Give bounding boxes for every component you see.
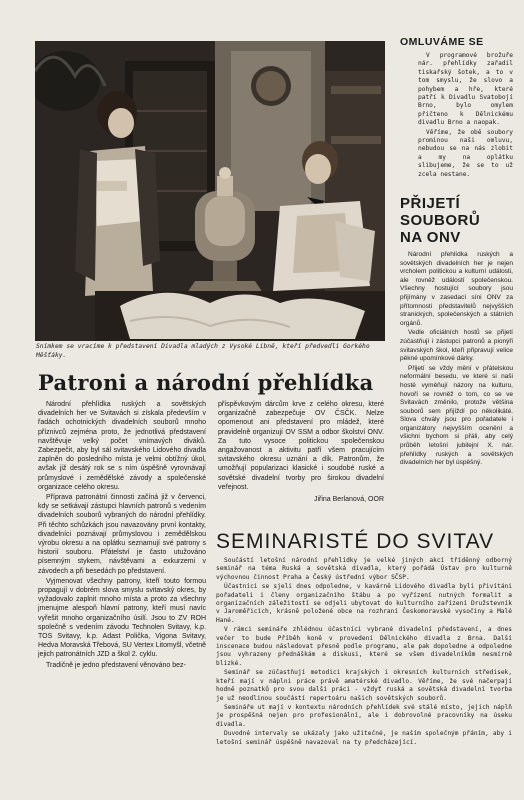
theatre-photo (35, 41, 385, 341)
prijeti-paragraph: Národní přehlídka ruských a sovětských divadelních her je nejen vrcholem politickou a kulturní události, ale rovněž událostí společenskou. Všechny hostující soubory jsou přijímány v zasedací síni ONV za přítomnosti představitelů nejvyšších stranických, společenských a státních orgánů. (400, 251, 513, 327)
seminar-paragraph: Semináře ut mají v kontextu národních přehlídek své stálé místo, jejich náplň je prospěšná nejen pro profesionální, ale i dobrovolné pracovníky na úseku divadla. (216, 703, 512, 728)
main-paragraph: Národní přehlídka ruských a sovětských divadelních her ve Svitavách si získala především v řadách ochotnických divadelních souborů mnoho příznivců zejména proto, že jednotlivá představení navštěvuje velký počet vnímavých diváků. Zabezpečit, aby byl sál svitavského Lidového divadla zaplněn do posledního místa je velmi obtížný úkol, avšak již desátý rok se s ním úspěšně vyrovnávají průmyslové i zemědělské závody a společenské organizace celého okresu. (38, 401, 206, 491)
seminar-paragraph: Duvodné intervaly se ukázaly jako užitečné, je naším společným přáním, aby i letošní seminář úspěšně navazoval na ty předcházející. (216, 730, 512, 746)
seminar-paragraph: Účastníci se sjeli dnes odpoledne, v kavárně Lidového divadla byli přivítáni pořadateli i členy organizačního štábu a po vyřízení nutných formalit a organizačních záležitostí se odjeli ubytovat do kulturního zařízení Družstevník v Jaroměřicích, krásně položené obce na rozhraní Českomoravské vysočiny a Malé Hané. (216, 583, 512, 624)
main-article-col1 (38, 400, 206, 671)
seminar-body (216, 557, 512, 748)
seminar-paragraph: Seminář se zúčastňují metodici krajských i okresních kulturních středisek, kteří mají v náplni práce právě amatérské divadlo. Věříme, že své načerpají hodně poznatků pro svou další práci - vždyť ruská a sovětská divadelní tvorba je už neodlinou součástí repertoáru našich sovětských souborů. (216, 669, 512, 702)
seminar-heading: SEMINARISTÉ DO SVITAV (216, 530, 495, 553)
prijeti-heading: PŘIJETÍ SOUBORŮ NA ONV (400, 195, 481, 246)
main-article-col2 (218, 400, 384, 504)
seminar-paragraph: V rámci semináře zhlédnou účastníci vybrané divadelní představení, a dnes večer to bude Příběh koně v provedení Dělnického divadla z Brna. Další inscenace budou následovat přesně podle programu, ale pak dopoledne a odpoledne jsou vyhrazeny přednáškám a diskusi, které se všem divadelníkům nesmírně blízké. (216, 626, 512, 667)
omluva-paragraph: Věříme, že obě soubory prominou naši omluvu, nebudou se na nás zlobit a my na oplátku slibujeme, že se to už zcela nestane. (418, 128, 513, 178)
main-paragraph: Vyjmenovat všechny patrony, kteří touto formou propagují v dobrém slova smyslu svitavský okres, by vyžadovalo zaplnit mnoho místa a proto za všechny jmenujme alespoň hlavní patrony, kteří musí navíc vyřešit mnoho organizačního úsilí. Jsou to ZV ROH společně s vedením závodu Technolen Svitavy, k.p. TOS Svitavy, k.p. Adast Polička, Vigona Svitavy, Hedva Moravská Třebová, SU Vertex Litomyšl, včetně jejich patronátních JZD a škol 2. cyklu. (38, 577, 206, 659)
omluva-body (418, 52, 513, 180)
main-paragraph: příspěvkovým dárcům krve z celého okresu, které organizačně zabezpečuje OV ČSČK. Nelze opomenout ani představení pro mládež, které pravidelně organizují OV SSM a odbor školství ONV. Za tuto vysoce politickou společenskou angažovanost a aktivitu patří všem pracujícím svitavského okresu uznání a dík. Patronům, že umožňují popularizaci klasické i soudobé ruské a sovětské divadelní tvorby pro širokou divadelní veřejnost. (218, 401, 384, 491)
theatre-scene-image (35, 41, 385, 341)
prijeti-body (400, 251, 513, 469)
omluva-heading: OMLUVÁME SE (400, 36, 484, 48)
main-paragraph: Tradičně je jedno představení věnováno bez- (46, 661, 186, 669)
prijeti-paragraph: Vedle oficiálních hostů se přijetí zúčastňují i zástupci patronů a pionýři svitavských škol, kteří připravují velice pěkné upomínkové dárky. (400, 329, 513, 363)
main-article-heading: Patroni a národní přehlídka (38, 370, 374, 395)
main-article-signature: Jiřina Berlanová, OOR (313, 496, 384, 504)
seminar-paragraph: Součástí letošní národní přehlídky je velké jiných akcí tříděnný odborný seminář na téma Ruská a sovětská divadla, který pořádá Ústav pro kulturně výchovnou činnost Praha a Český ústřední výbor SČSP. (216, 557, 512, 581)
photo-caption: Snímkem se vracíme k představení Divadla mladých z Vysoké Libně, kteří předvedli Gorkého Měšťáky. (36, 343, 370, 359)
omluva-paragraph: V programové brožuře nár. přehlídky zařadil tiskařský šotek, a to v tom smyslu, že slovo a pohybem a hře, které patří k Divadlu Svatobojí Brno, bylo omylem přičteno k Dělnickému divadlu Brno a naopak. (418, 52, 513, 127)
prijeti-paragraph: Přijetí se vždy mění v přátelskou neformální besedu, ve které si naši hosté vyměňují názory na kulturu, hovoří se rovněž o tom, co se ve Svitavách změnilo, protože většina souborů sem přijíždí po několikáté. Slova chvály jsou pro pořadatele i organizátory nejvyšším ocenění a všichni bychom si přáli, aby celý průběh letošní jubilejní X. nár. přehlídky ruských a sovětských divadelních her byl úspěšný. (400, 364, 513, 467)
main-paragraph: Příprava patronátní činnosti začíná již v červenci, kdy se setkávají zástupci hlavních patronů s vedením divadelních souborů vybraných do národní přehlídky. Při těchto schůzkách jsou navazovány první kontakty, divadelníci poznávají průmyslovou i zemědělskou výrobu okresu a na oplátku seznamují své patrony s historií souboru. Přátelství je často utužováno písemným stykem, návštěvami a exkurzemi v závodech a při besedách po představení. (38, 494, 206, 575)
